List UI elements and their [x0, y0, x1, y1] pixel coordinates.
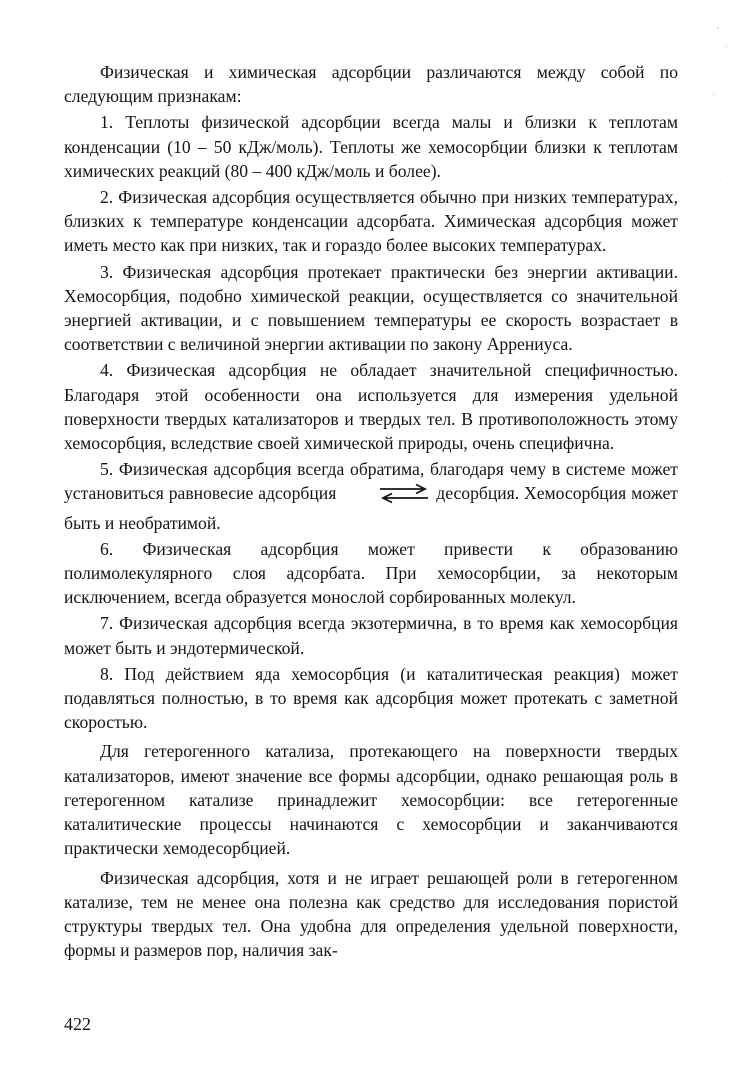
page-body — [64, 60, 678, 964]
list-item-7: 7. Физическая адсорбция всегда экзотермична, в то время как хемосорбция может быть и эндотермической. — [64, 613, 678, 658]
list-item-5-after: десорбция. Хемосорбция может быть и необратимой. — [64, 483, 678, 533]
list-item-3: 3. Физическая адсорбция протекает практически без энергии активации. Хемосорбция, подобно химической реакции, осуществляется со значительной энергией активации, и с повышением температуры ее скорость возрастает в соответствии с величиной энергии активации по закону Аррениуса. — [64, 261, 678, 355]
list-item-4: 4. Физическая адсорбция не обладает значительной специфичностью. Благодаря этой особенности она используется для измерения удельной поверхности твердых катализаторов и твердых тел. В противоположность этому хемосорбция, вследствие своей химической природы, очень специфична. — [64, 360, 678, 454]
list-item-1: 1. Теплоты физической адсорбции всегда малы и близки к теплотам конденсации (10 – 50 кДж/моль). Теплоты же хемосорбции близки к теплотам химических реакций (80 – 400 кДж/моль и более). — [64, 112, 678, 181]
intro-paragraph: Физическая и химическая адсорбции различаются между собой по следующим признакам: — [64, 62, 678, 107]
list-item-6: 6. Физическая адсорбция может привести к образованию полимолекулярного слоя адсорбата. При хемосорбции, за некоторым исключением, всегда образуется монослой сорбированных молекул. — [64, 538, 678, 608]
list-item-5 — [64, 457, 678, 535]
page-number: 422 — [64, 1014, 91, 1034]
list-item-2: 2. Физическая адсорбция осуществляется обычно при низких температурах, близких к температуре конденсации адсорбата. Химическая адсорбция может иметь место как при низких, так и гораздо более высоких температурах. — [64, 187, 678, 256]
heterogeneous-catalysis-paragraph: Для гетерогенного катализа, протекающего на поверхности твердых катализаторов, имеют значение все формы адсорбции, однако решающая роль в гетерогенном катализе принадлежит хемосорбции: все гетерогенные каталитические процессы начинаются с хемосорбции и заканчиваются практически хемодесорбцией. — [64, 741, 678, 859]
list-item-8: 8. Под действием яда хемосорбция (и каталитическая реакция) может подавляться полностью, в то время как адсорбция может протекать с заметной скоростью. — [64, 663, 678, 733]
list-item-5-before: 5. Физическая адсорбция всегда обратима, благодаря чему в системе может установиться равновесие адсорбция — [64, 459, 678, 504]
reversible-equilibrium-arrows-icon — [342, 482, 430, 510]
scan-edge-specks — [696, 0, 736, 1087]
physical-adsorption-role-paragraph: Физическая адсорбция, хотя и не играет решающей роли в гетерогенном катализе, тем не менее она полезна как средство для исследования пористой структуры твердых тел. Она удобна для определения удельной поверхности, формы и размеров пор, наличия зак- — [64, 867, 678, 961]
